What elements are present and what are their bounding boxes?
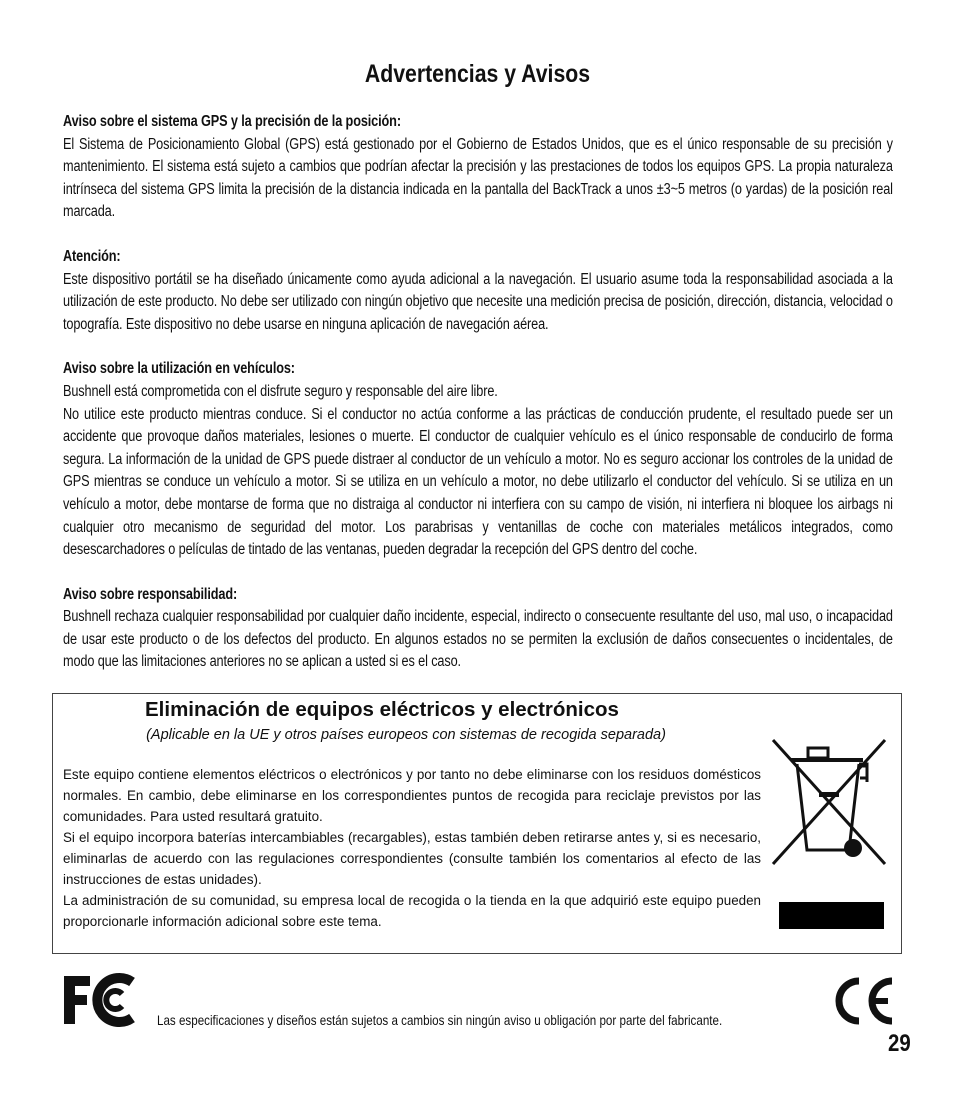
section-heading: Aviso sobre responsabilidad: (63, 585, 238, 603)
weee-paragraph: Este equipo contiene elementos eléctricos o electrónicos y por tanto no debe eliminarse con los residuos domésticos normales. En cambio, debe eliminarse en los correspondientes puntos de recogida para reciclaje previstos por las comunidades. Para usted resultará gratuito. (63, 767, 761, 824)
black-bar (779, 902, 884, 929)
page-title: Advertencias y Avisos (364, 60, 590, 88)
section-paragraph: Este dispositivo portátil se ha diseñado únicamente como ayuda adicional a la navegación. El usuario asume toda la responsabilidad asociada a la utilización de este producto. No debe ser utilizado con ningún objetivo que necesite una medición precisa de posición, dirección, distancia, velocidad o topografía. Este dispositivo no debe usarse en ninguna aplicación de navegación aérea. (63, 270, 893, 333)
section-paragraph: Bushnell rechaza cualquier responsabilidad por cualquier daño incidente, especial, indirecto o consecuente resultante del uso, mal uso, o incapacidad de usar este producto o de los defectos del producto. En algunos estados no se permiten la exclusión de daños consecuentes o incidentales, de modo que las limitaciones anteriores no se aplican a usted si es el caso. (63, 608, 893, 671)
page-number: 29 (888, 1030, 911, 1057)
weee-disposal-box (52, 693, 902, 954)
section-paragraph: Bushnell está comprometida con el disfrute seguro y responsable del aire libre. (63, 382, 498, 400)
section-attention (63, 246, 893, 336)
weee-paragraph: Si el equipo incorpora baterías intercambiables (recargables), estas también deben retirarse antes y, si es necesario, eliminarlas de acuerdo con las regulaciones correspondientes (consulte también los comentarios al efecto de las instrucciones de estas unidades). (63, 830, 761, 887)
fcc-logo-icon (60, 972, 138, 1028)
weee-title: Eliminación de equipos eléctricos y electrónicos (145, 698, 619, 721)
weee-body (63, 764, 761, 932)
section-paragraph: El Sistema de Posicionamiento Global (GPS) está gestionado por el Gobierno de Estados Unidos, que es el único responsable de su precisión y mantenimiento. El sistema está sujeto a cambios que podrían afectar la precisión y las prestaciones de todos los equipos GPS. La propia naturaleza intrínseca del sistema GPS limita la precisión de la distancia indicada en la pantalla del BackTrack a unos ±3~5 metros (o yardas) de la posición real marcada. (63, 135, 893, 221)
notices-text (63, 111, 893, 674)
weee-subtitle: (Aplicable en la UE y otros países europeos con sistemas de recogida separada) (146, 727, 666, 743)
footer-disclaimer: Las especificaciones y diseños están sujetos a cambios sin ningún aviso u obligación por parte del fabricante. (157, 1012, 723, 1028)
section-gps-accuracy (63, 111, 893, 224)
section-heading: Atención: (63, 247, 121, 265)
crossed-out-wheelie-bin-icon (767, 738, 893, 868)
ce-mark-icon (830, 975, 896, 1027)
notices-content (63, 111, 954, 696)
section-liability (63, 584, 893, 674)
section-paragraph: No utilice este producto mientras conduce. Si el conductor no actúa conforme a las prácticas de conducción prudente, el resultado puede ser un accidente que provoque daños materiales, lesiones o muerte. El conductor de cualquier vehículo es el único responsable de conducirlo de forma segura. La información de la unidad de GPS puede distraer al conductor de un vehículo a motor. No es seguro accionar los controles de la unidad de GPS mientras se conduce un vehículo a motor. Si se utiliza en un vehículo a motor, no debe utilizarlo el conductor del vehículo. Si se utiliza en un vehículo a motor, debe montarse de forma que no distraiga al conductor ni interfiera con su campo de visión, ni interfiera ni bloquee los airbags ni cualquier otro mecanismo de seguridad del motor. Los parabrisas y ventanillas de coche con materiales metálicos integrados, como desescarchadores o películas de tintado de las ventanas, pueden degradar la recepción del GPS dentro del coche. (63, 405, 893, 559)
section-vehicle-use (63, 358, 893, 561)
section-heading: Aviso sobre el sistema GPS y la precisión de la posición: (63, 113, 401, 130)
weee-paragraph: La administración de su comunidad, su empresa local de recogida o la tienda en la que adquirió este equipo pueden proporcionarle información adicional sobre este tema. (63, 893, 761, 929)
section-heading: Aviso sobre la utilización en vehículos: (63, 360, 295, 378)
